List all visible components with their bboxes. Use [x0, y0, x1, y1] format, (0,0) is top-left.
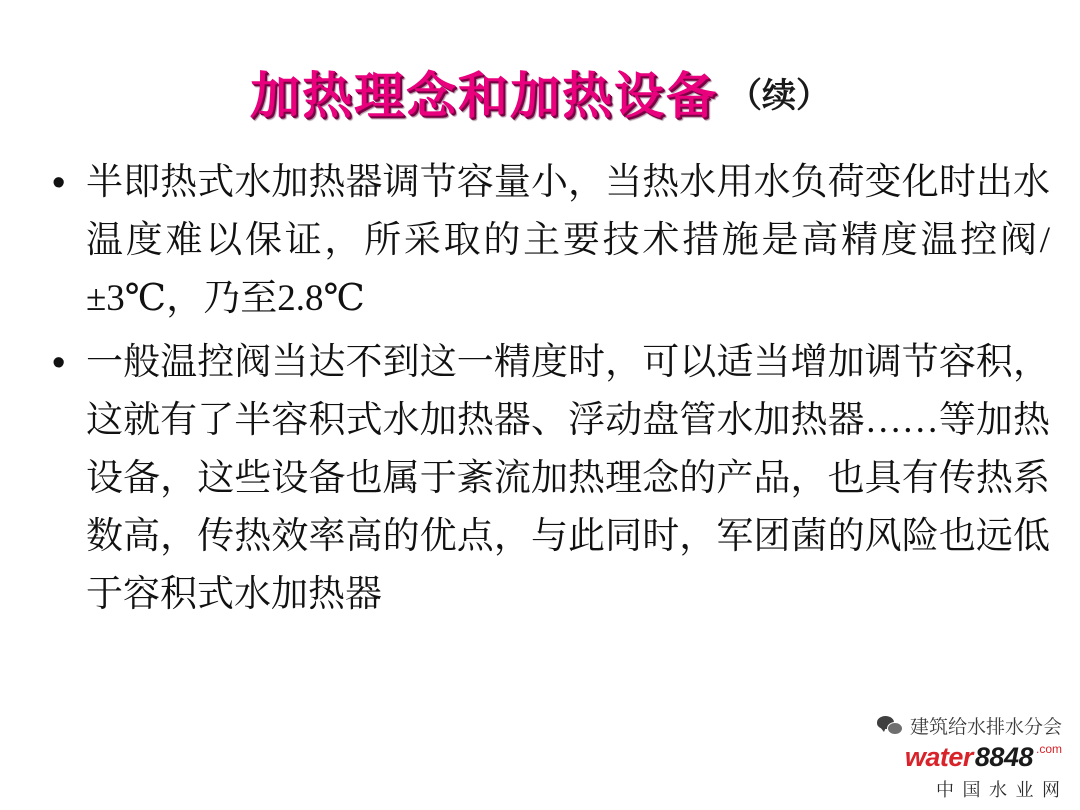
footer-watermark — [877, 712, 1062, 802]
bullet-marker-icon: • — [52, 342, 66, 384]
footer-wechat-row — [877, 712, 1062, 739]
page-title — [0, 0, 1080, 128]
site-name: 中 国 水 业 网 — [936, 780, 1062, 800]
brand-domain: .com — [1035, 742, 1062, 756]
brand-number: 8848 — [974, 742, 1033, 772]
brand-word: water — [904, 742, 973, 772]
list-item — [52, 334, 1050, 624]
brand-logo — [905, 742, 1062, 773]
list-item — [52, 154, 1050, 328]
wechat-account-label: 建筑给水排水分会 — [909, 717, 1062, 738]
wechat-icon — [877, 715, 903, 736]
bullet-text: 一般温控阀当达不到这一精度时，可以适当增加调节容积，这就有了半容积式水加热器、浮动盘管水加热器……等加热设备，这些设备也属于紊流加热理念的产品，也具有传热系数高，传热效率高的优点，与此同时，军团菌的风险也远低于容积式水加热器 — [86, 342, 1050, 615]
title-suffix-text: （续） — [728, 78, 830, 115]
bullet-text: 半即热式水加热器调节容量小，当热水用水负荷变化时出水温度难以保证，所采取的主要技术措施是高精度温控阀/±3℃，乃至2.8℃ — [86, 162, 1050, 319]
title-main-text: 加热理念和加热设备 — [250, 68, 718, 124]
bullet-marker-icon: • — [52, 162, 66, 204]
slide-body — [0, 154, 1080, 624]
